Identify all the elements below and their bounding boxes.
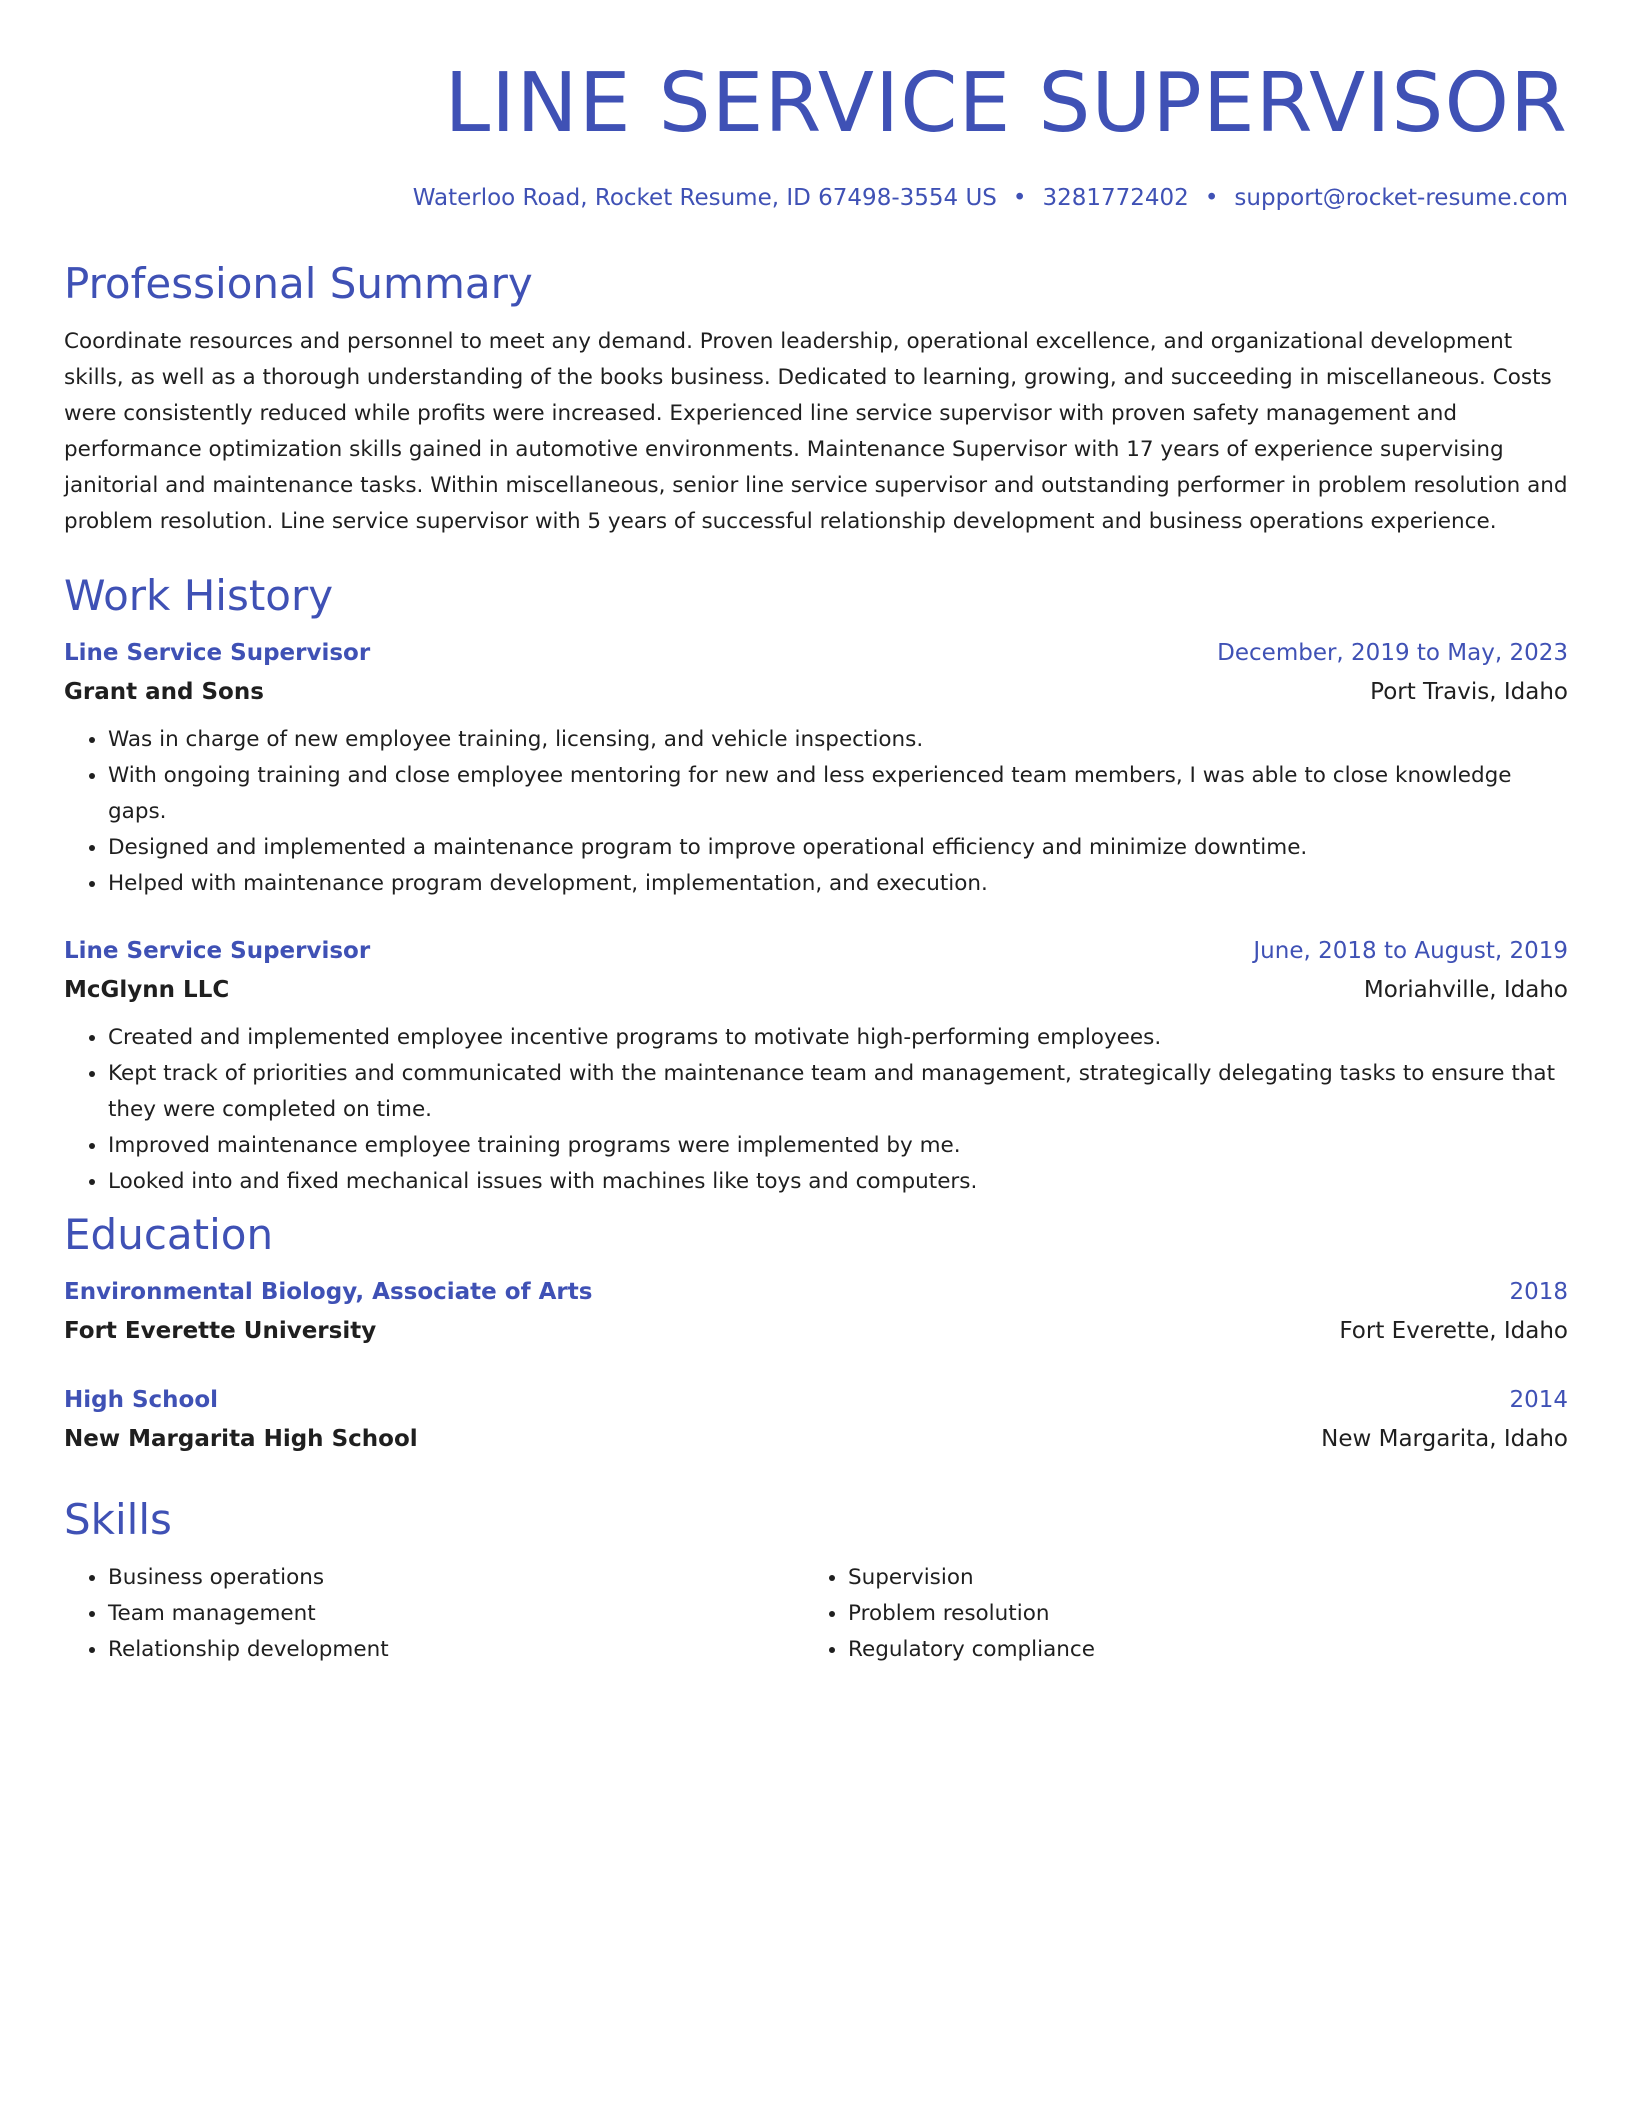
- contact-address: Waterloo Road, Rocket Resume, ID 67498-3554 US: [412, 185, 997, 211]
- job-dates: December, 2019 to May, 2023: [1217, 640, 1568, 666]
- skills-grid: [64, 1560, 1568, 1668]
- contact-phone: 3281772402: [1042, 185, 1189, 211]
- job-bullet-list: [64, 1020, 1568, 1200]
- education-entry: [64, 1381, 1568, 1459]
- job-dates: June, 2018 to August, 2019: [1253, 938, 1568, 964]
- education-degree: High School: [64, 1387, 219, 1413]
- skill-item: • Relationship development: [108, 1632, 804, 1668]
- skills-list-right: [804, 1560, 1544, 1668]
- education-degree: Environmental Biology, Associate of Arts: [64, 1279, 593, 1305]
- education-degree-row: [64, 1381, 1568, 1419]
- contact-separator: •: [1204, 185, 1219, 211]
- skill-item: • Supervision: [848, 1560, 1544, 1596]
- job-bullet: • Created and implemented employee incentive programs to motivate high-performing employees.: [108, 1020, 1568, 1056]
- education-year: 2018: [1509, 1279, 1568, 1305]
- education-section: [64, 1209, 1568, 1459]
- work-history-section: [64, 570, 1568, 1200]
- education-location: New Margarita, Idaho: [1321, 1426, 1568, 1452]
- education-degree-row: [64, 1273, 1568, 1311]
- job-title: Line Service Supervisor: [64, 640, 371, 666]
- job-company: Grant and Sons: [64, 679, 264, 705]
- job-entry: [64, 932, 1568, 1200]
- job-company: McGlynn LLC: [64, 977, 230, 1003]
- skill-item: • Team management: [108, 1596, 804, 1632]
- skills-section-title: Skills: [64, 1495, 172, 1544]
- work-history-section-title: Work History: [64, 571, 334, 620]
- education-school-row: [64, 1311, 1568, 1351]
- contact-separator: •: [1012, 185, 1027, 211]
- summary-text: Coordinate resources and personnel to meet any demand. Proven leadership, operational excellence, and organizational development skills, as well as a thorough understanding of the books business. Dedicated to learning, growing, and succeeding in miscellaneous. Costs were consistently reduced while profits were increased. Experienced line service supervisor with proven safety management and performance optimization skills gained in automotive environments. Maintenance Supervisor with 17 years of experience supervising janitorial and maintenance tasks. Within miscellaneous, senior line service supervisor and outstanding performer in problem resolution and problem resolution. Line service supervisor with 5 years of successful relationship development and business operations experience.: [64, 329, 1568, 534]
- summary-section: [64, 258, 1568, 540]
- skills-section: [64, 1494, 1568, 1668]
- job-bullet: • Looked into and fixed mechanical issues with machines like toys and computers.: [108, 1164, 1568, 1200]
- education-school: New Margarita High School: [64, 1426, 418, 1452]
- resume-name-heading: LINE SERVICE SUPERVISOR: [444, 56, 1568, 151]
- contact-line: [413, 182, 1568, 214]
- job-bullet-list: [64, 722, 1568, 902]
- education-school-row: [64, 1419, 1568, 1459]
- job-bullet: • Kept track of priorities and communicated with the maintenance team and management, strategically delegating tasks to ensure that they were completed on time.: [108, 1056, 1568, 1128]
- education-entry: [64, 1273, 1568, 1351]
- skill-item: • Problem resolution: [848, 1596, 1544, 1632]
- skill-item: • Business operations: [108, 1560, 804, 1596]
- job-bullet: • Designed and implemented a maintenance program to improve operational efficiency and minimize downtime.: [108, 830, 1568, 866]
- job-title: Line Service Supervisor: [64, 938, 371, 964]
- job-location: Moriahville, Idaho: [1363, 977, 1568, 1003]
- job-title-row: [64, 932, 1568, 970]
- job-company-row: [64, 970, 1568, 1010]
- job-bullet: • Was in charge of new employee training, licensing, and vehicle inspections.: [108, 722, 1568, 758]
- job-entry: [64, 634, 1568, 902]
- education-year: 2014: [1509, 1387, 1568, 1413]
- education-section-title: Education: [64, 1210, 274, 1259]
- education-school: Fort Everette University: [64, 1318, 377, 1344]
- job-location: Port Travis, Idaho: [1370, 679, 1568, 705]
- skills-list-left: [64, 1560, 804, 1668]
- contact-email: support@rocket-resume.com: [1234, 185, 1568, 211]
- job-bullet: • Helped with maintenance program development, implementation, and execution.: [108, 866, 1568, 902]
- job-company-row: [64, 672, 1568, 712]
- job-title-row: [64, 634, 1568, 672]
- skill-item: • Regulatory compliance: [848, 1632, 1544, 1668]
- job-bullet: • Improved maintenance employee training programs were implemented by me.: [108, 1128, 1568, 1164]
- summary-section-title: Professional Summary: [64, 259, 533, 308]
- education-location: Fort Everette, Idaho: [1339, 1318, 1568, 1344]
- job-bullet: • With ongoing training and close employee mentoring for new and less experienced team members, I was able to close knowledge gaps.: [108, 758, 1568, 830]
